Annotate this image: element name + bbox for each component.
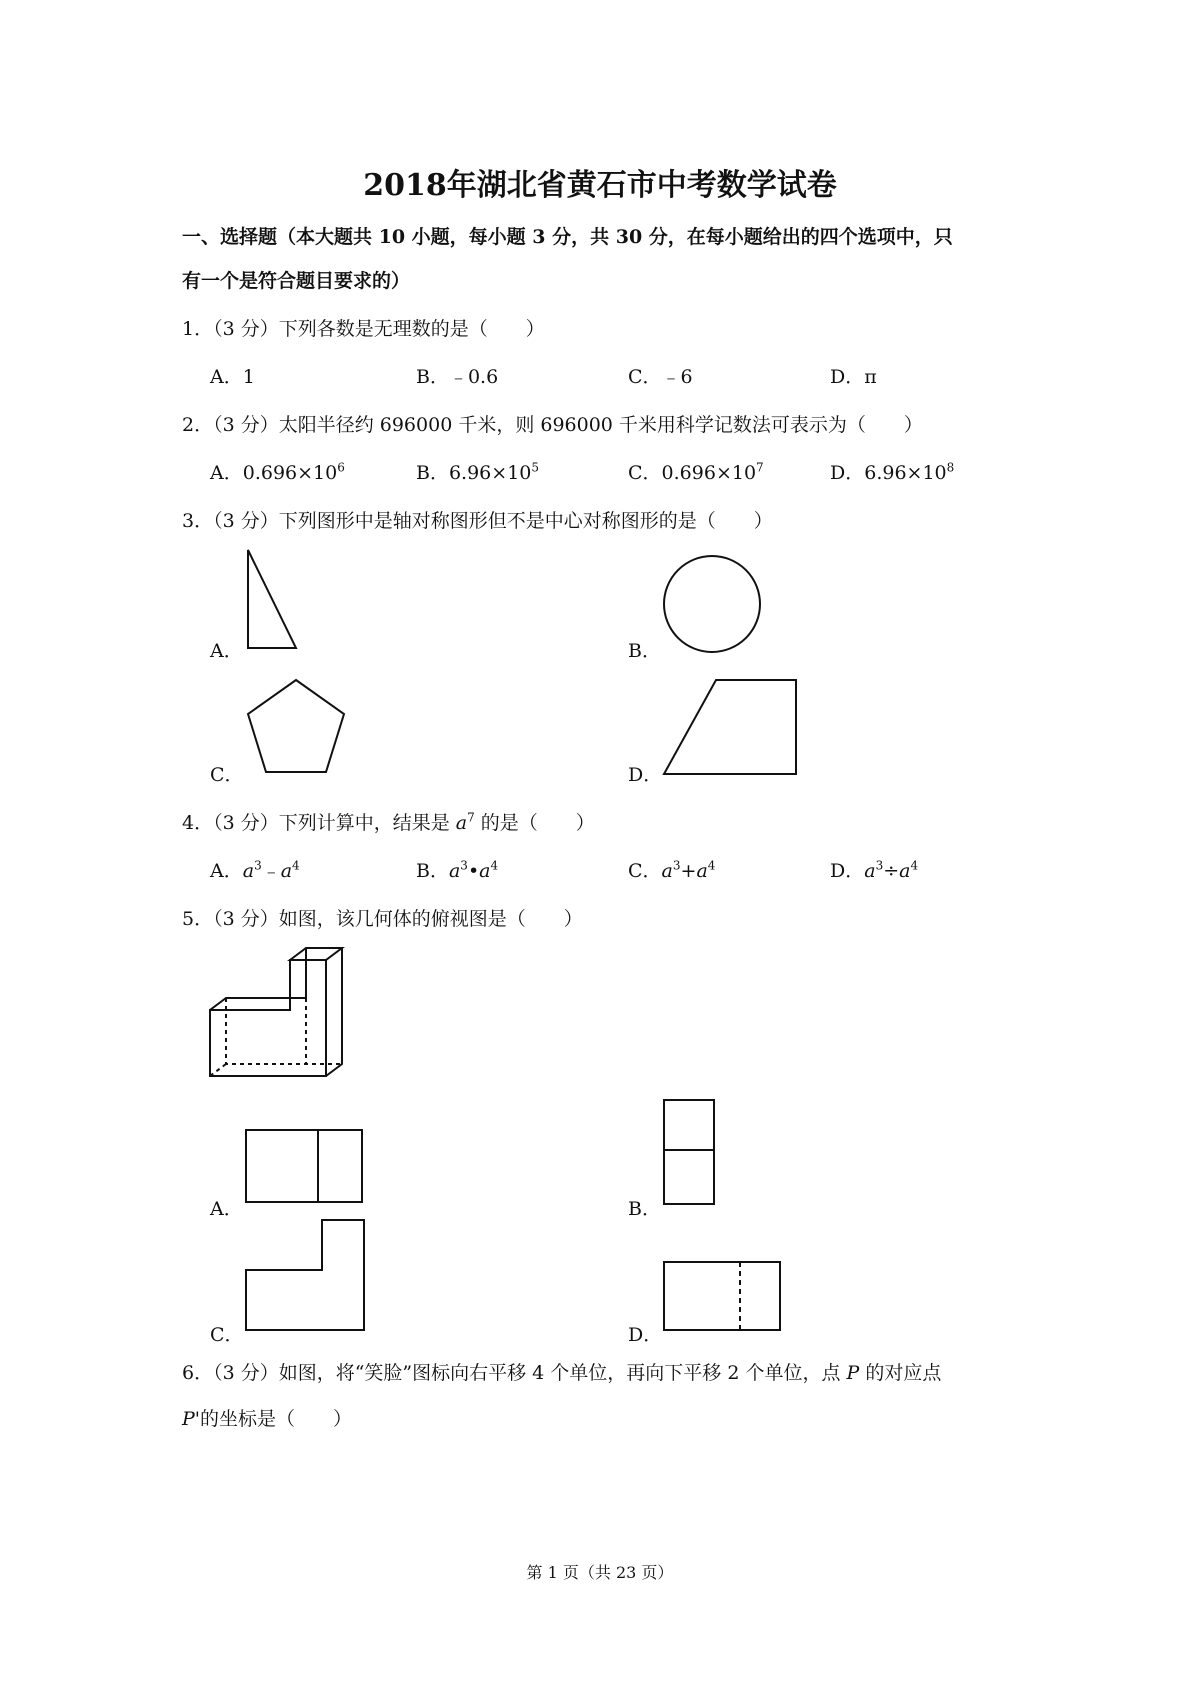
q4-option-b: B．$a^3•a^4$ [416, 858, 499, 882]
q4-option-a: A．$a^3﹣a^4$ [210, 858, 300, 882]
q4-option-d: D．$a^3\div a^4$ [830, 858, 919, 882]
section-heading-line2: 有一个是符合题目要求的） [182, 270, 411, 292]
q2-option-d: D．$6.96\times 10^8$ [830, 460, 955, 484]
q3-option-c-label: C． [210, 764, 244, 786]
q5-option-d-label: D． [628, 1324, 663, 1346]
q5-option-c-label: C． [210, 1324, 244, 1346]
question-1-stem: 1．（3 分）下列各数是无理数的是（ ） [182, 318, 545, 340]
q2-option-a: A．$0.696\times 10^6$ [210, 460, 345, 484]
q5-option-a-label: A． [210, 1198, 243, 1220]
q3-option-b-label: B． [628, 640, 661, 662]
page-footer: 第 1 页（共 23 页） [526, 1563, 674, 1582]
q5-option-a-figure [244, 1128, 366, 1206]
q5-option-c-figure [244, 1218, 368, 1334]
q1-option-c: C．﹣6 [628, 366, 693, 388]
q5-option-b-figure [662, 1098, 718, 1208]
q1-option-d: D．π [830, 366, 877, 388]
q5-l-shaped-solid-figure [208, 946, 348, 1080]
q1-option-b: B．﹣0.6 [416, 366, 499, 388]
q3-option-a-label: A． [210, 640, 243, 662]
q3-right-triangle-figure [244, 548, 300, 652]
q5-option-b-label: B． [628, 1198, 661, 1220]
question-2-stem: 2．（3 分）太阳半径约 696000 千米，则 696000 千米用科学记数法可表示为（ ） [182, 414, 923, 436]
question-4-stem: 4．（3 分）下列计算中，结果是 $a^7$ 的是（ ） [182, 810, 595, 834]
question-6-stem-line1: 6．（3 分）如图，将“笑脸”图标向右平移 4 个单位，再向下平移 2 个单位，点 P 的对应点 [182, 1362, 942, 1384]
q3-circle-figure [660, 552, 764, 656]
q3-option-d-label: D． [628, 764, 663, 786]
q4-option-c: C．$a^3+a^4$ [628, 858, 716, 882]
question-5-stem: 5．（3 分）如图，该几何体的俯视图是（ ） [182, 908, 583, 930]
q3-pentagon-figure [244, 678, 348, 776]
page-title: 2018年湖北省黄石市中考数学试卷 [363, 168, 837, 203]
question-3-stem: 3．（3 分）下列图形中是轴对称图形但不是中心对称图形的是（ ） [182, 510, 773, 532]
q2-option-b: B．$6.96\times 10^5$ [416, 460, 540, 484]
q1-option-a: A．1 [210, 366, 255, 388]
q5-option-d-figure [662, 1260, 784, 1334]
section-heading-line1: 一、选择题（本大题共 10 小题，每小题 3 分，共 30 分，在每小题给出的四个选项中，只 [182, 226, 953, 248]
q3-right-trapezoid-figure [662, 678, 798, 778]
q2-option-c: C．$0.696\times 10^7$ [628, 460, 764, 484]
question-6-stem-line2: P'的坐标是（ ） [182, 1408, 353, 1430]
